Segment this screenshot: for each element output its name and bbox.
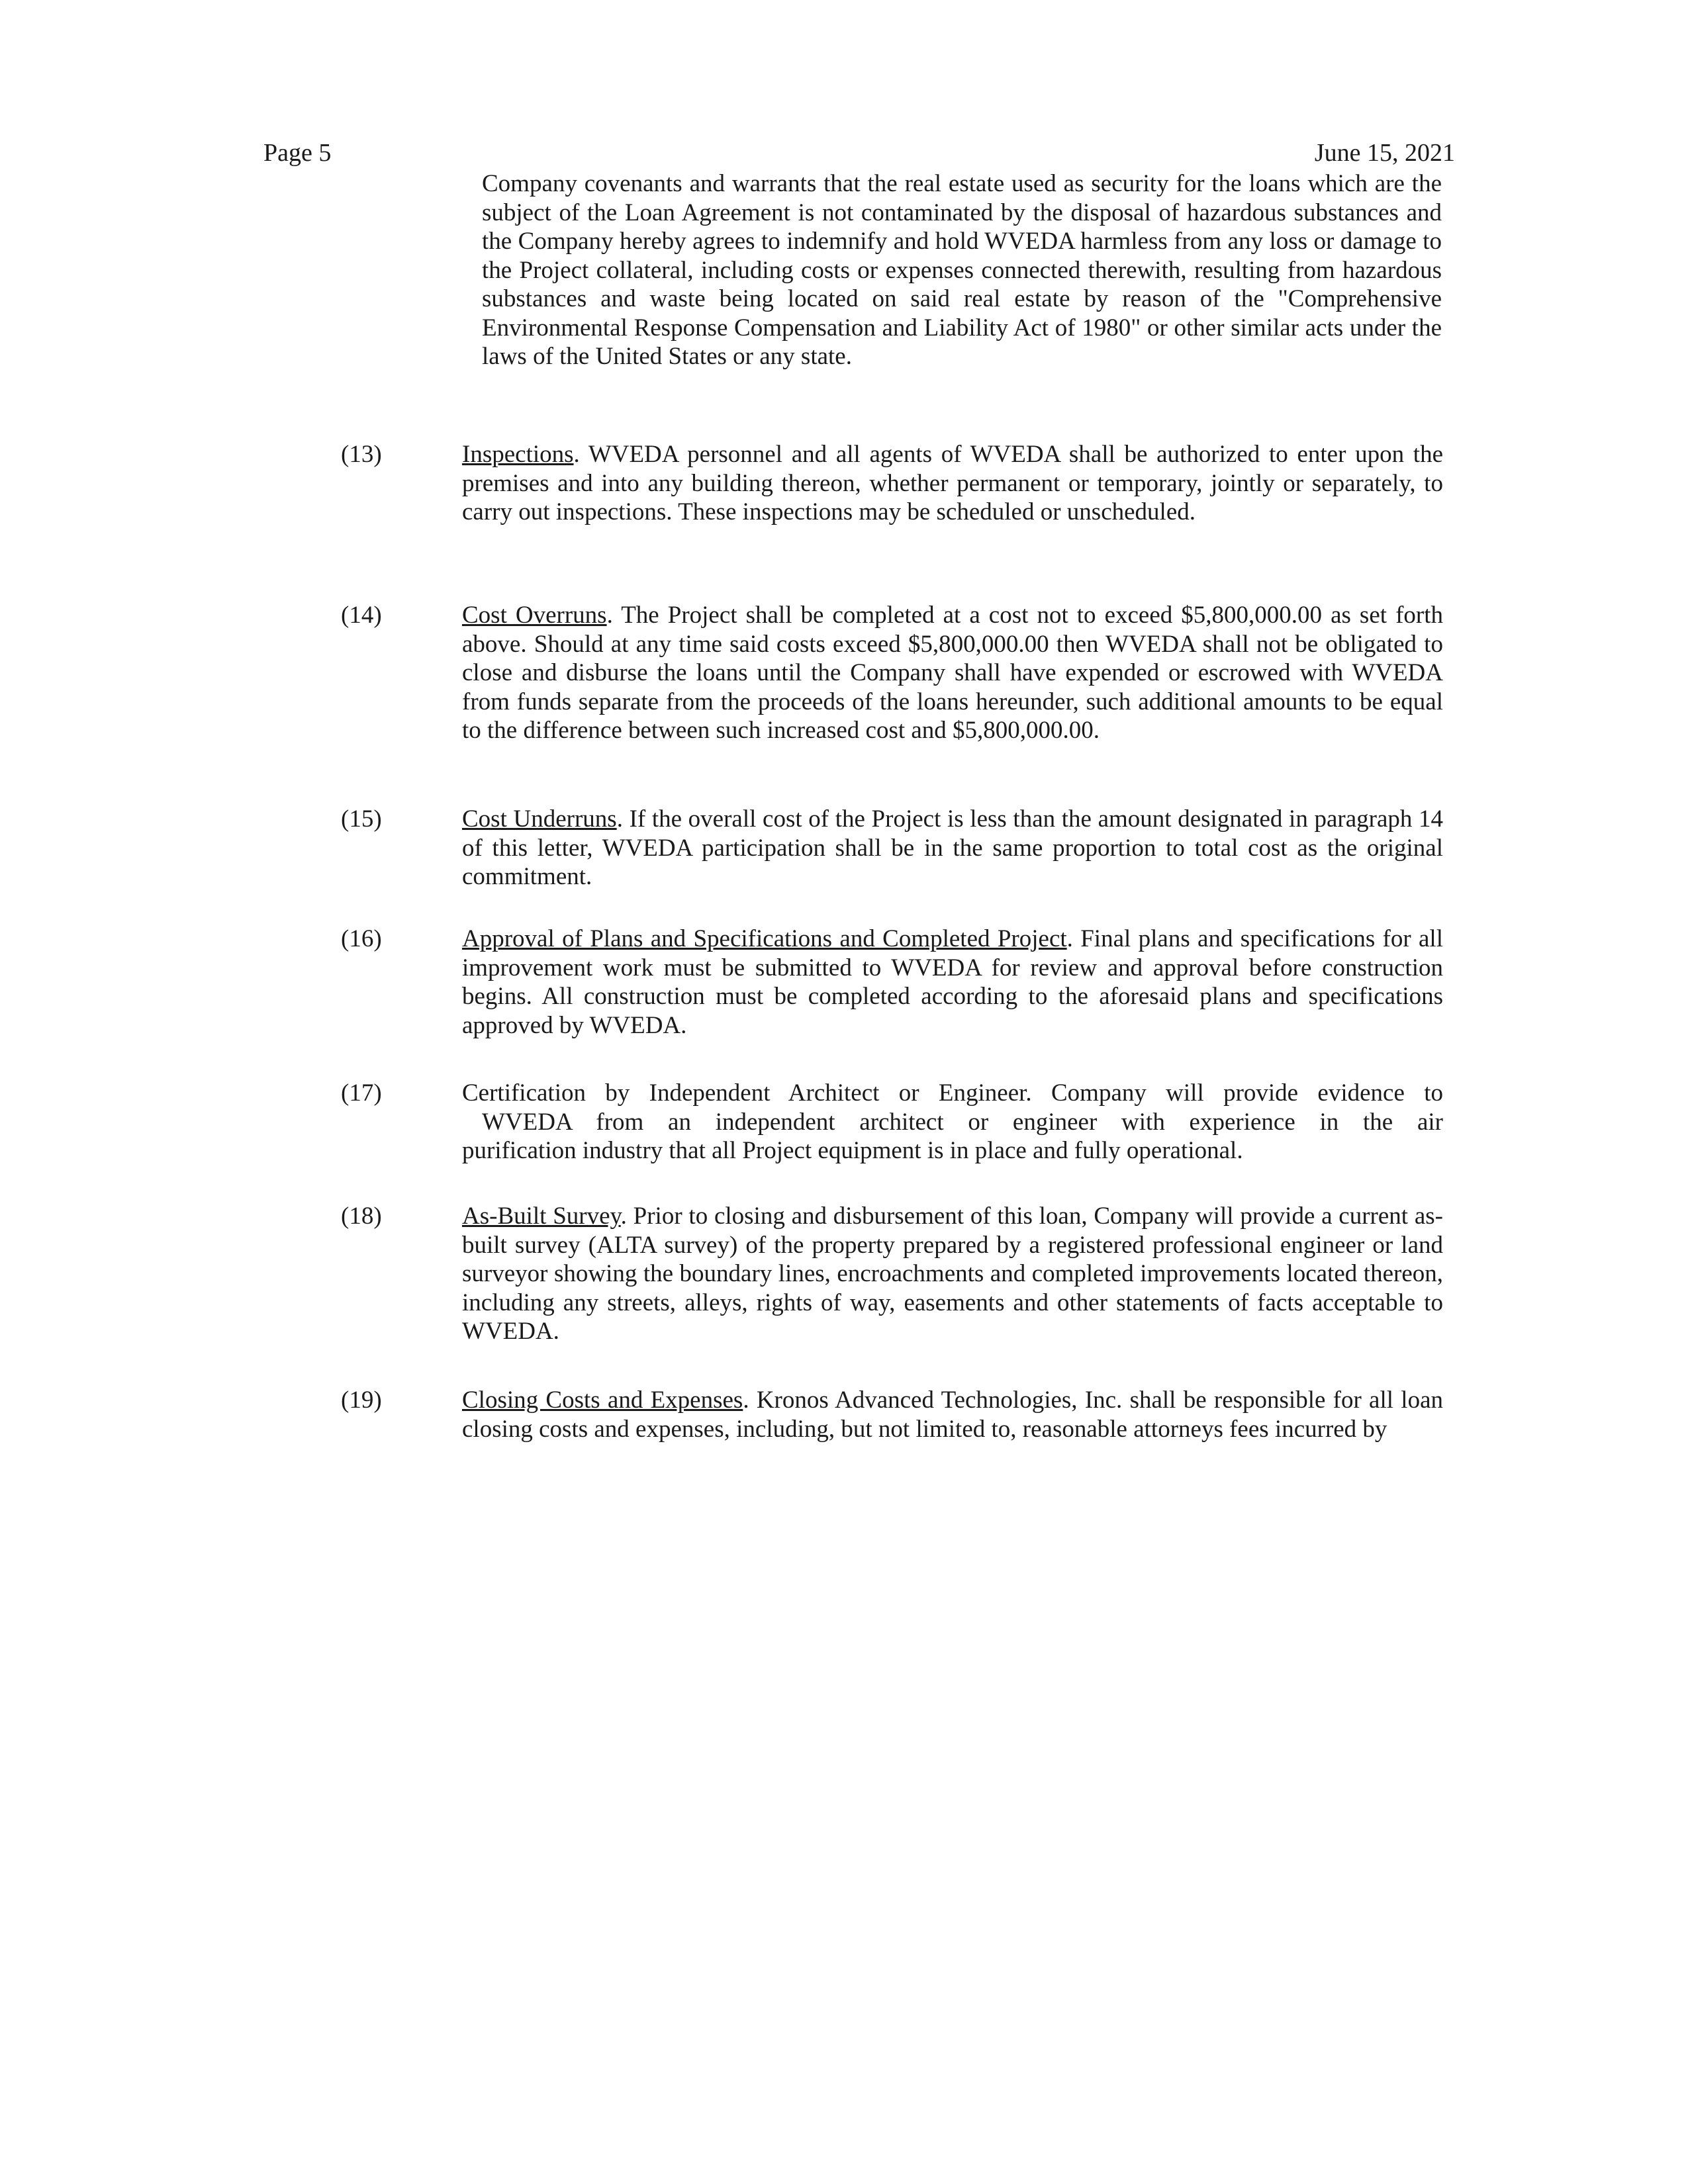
paragraph-body [462, 1386, 1443, 1443]
paragraph-number: (17) [341, 1079, 382, 1107]
paragraph-body [462, 440, 1443, 527]
paragraph-line: Certification by Independent Architect or Engineer. Company will provide evidence to [462, 1079, 1443, 1107]
paragraph-text: . Prior to closing and disbursement of this loan, Company will provide a current as-built survey (ALTA survey) of the property prepared by a registered professional engineer or land surveyor showing the boundary lines, encroachments and completed improvements located thereon, including any streets, alleys, rights of way, easements and other statements of facts acceptable to WVEDA. [462, 1203, 1443, 1345]
paragraph-heading: As-Built Survey [462, 1203, 621, 1230]
paragraph-body [462, 925, 1443, 1040]
paragraph-body [462, 805, 1443, 891]
paragraph-heading: Approval of Plans and Specifications and Completed Project [462, 925, 1067, 952]
paragraph-heading: Cost Underruns [462, 805, 617, 833]
paragraph-text: . Kronos Advanced Technologies, Inc. shall be responsible for all loan closing costs and expenses, including, but not limited to, reasonable attorneys fees incurred by [462, 1387, 1443, 1443]
paragraph-body [462, 1079, 1443, 1165]
paragraph-number: (14) [341, 602, 382, 629]
paragraph-heading: Cost Overruns [462, 602, 607, 629]
paragraph-body [462, 601, 1443, 745]
continuation-paragraph: Company covenants and warrants that the real estate used as security for the loans which are the subject of the Loan Agreement is not contaminated by the disposal of hazardous substances and the Company hereby agrees to indemnify and hold WVEDA harmless from any loss or damage to the Project collateral, including costs or expenses connected therewith, resulting from hazardous substances and waste being located on said real estate by reason of the "Comprehensive Environmental Response Compensation and Liability Act of 1980" or other similar acts under the laws of the United States or any state. [482, 170, 1442, 370]
letter-date: June 15, 2021 [1314, 139, 1455, 167]
paragraph-text: . The Project shall be completed at a cost not to exceed $5,800,000.00 as set forth above. Should at any time said costs exceed $5,800,000.00 then WVEDA shall not be obligated to close and disburse the loans until the Company shall have expended or escrowed with WVEDA from funds separate from the proceeds of the loans hereunder, such additional amounts to be equal to the difference between such increased cost and $5,800,000.00. [462, 602, 1443, 744]
paragraph-text: . Final plans and specifications for all improvement work must be submitted to WVEDA for review and approval before construction begins. All construction must be completed according to the aforesaid plans and specifications approved by WVEDA. [462, 925, 1443, 1039]
paragraph-line: WVEDA from an independent architect or engineer with experience in the air [482, 1108, 1443, 1136]
paragraph-number: (13) [341, 441, 382, 468]
paragraph-line: purification industry that all Project equipment is in place and fully operational. [462, 1137, 1243, 1164]
paragraph-text: . If the overall cost of the Project is less than the amount designated in paragraph 14 of this letter, WVEDA participation shall be in the same proportion to total cost as the original commitment. [462, 805, 1444, 890]
paragraph-heading: Inspections [462, 441, 574, 468]
paragraph-text: . WVEDA personnel and all agents of WVEDA shall be authorized to enter upon the premises and into any building thereon, whether permanent or temporary, jointly or separately, to carry out inspections. These inspections may be scheduled or unscheduled. [462, 441, 1443, 525]
paragraph-number: (19) [341, 1387, 382, 1414]
paragraph-number: (18) [341, 1203, 382, 1230]
paragraph-number: (15) [341, 805, 382, 833]
paragraph-body [462, 1202, 1443, 1346]
paragraph-number: (16) [341, 925, 382, 952]
paragraph-heading: Closing Costs and Expenses [462, 1387, 743, 1414]
page-number: Page 5 [263, 139, 332, 167]
